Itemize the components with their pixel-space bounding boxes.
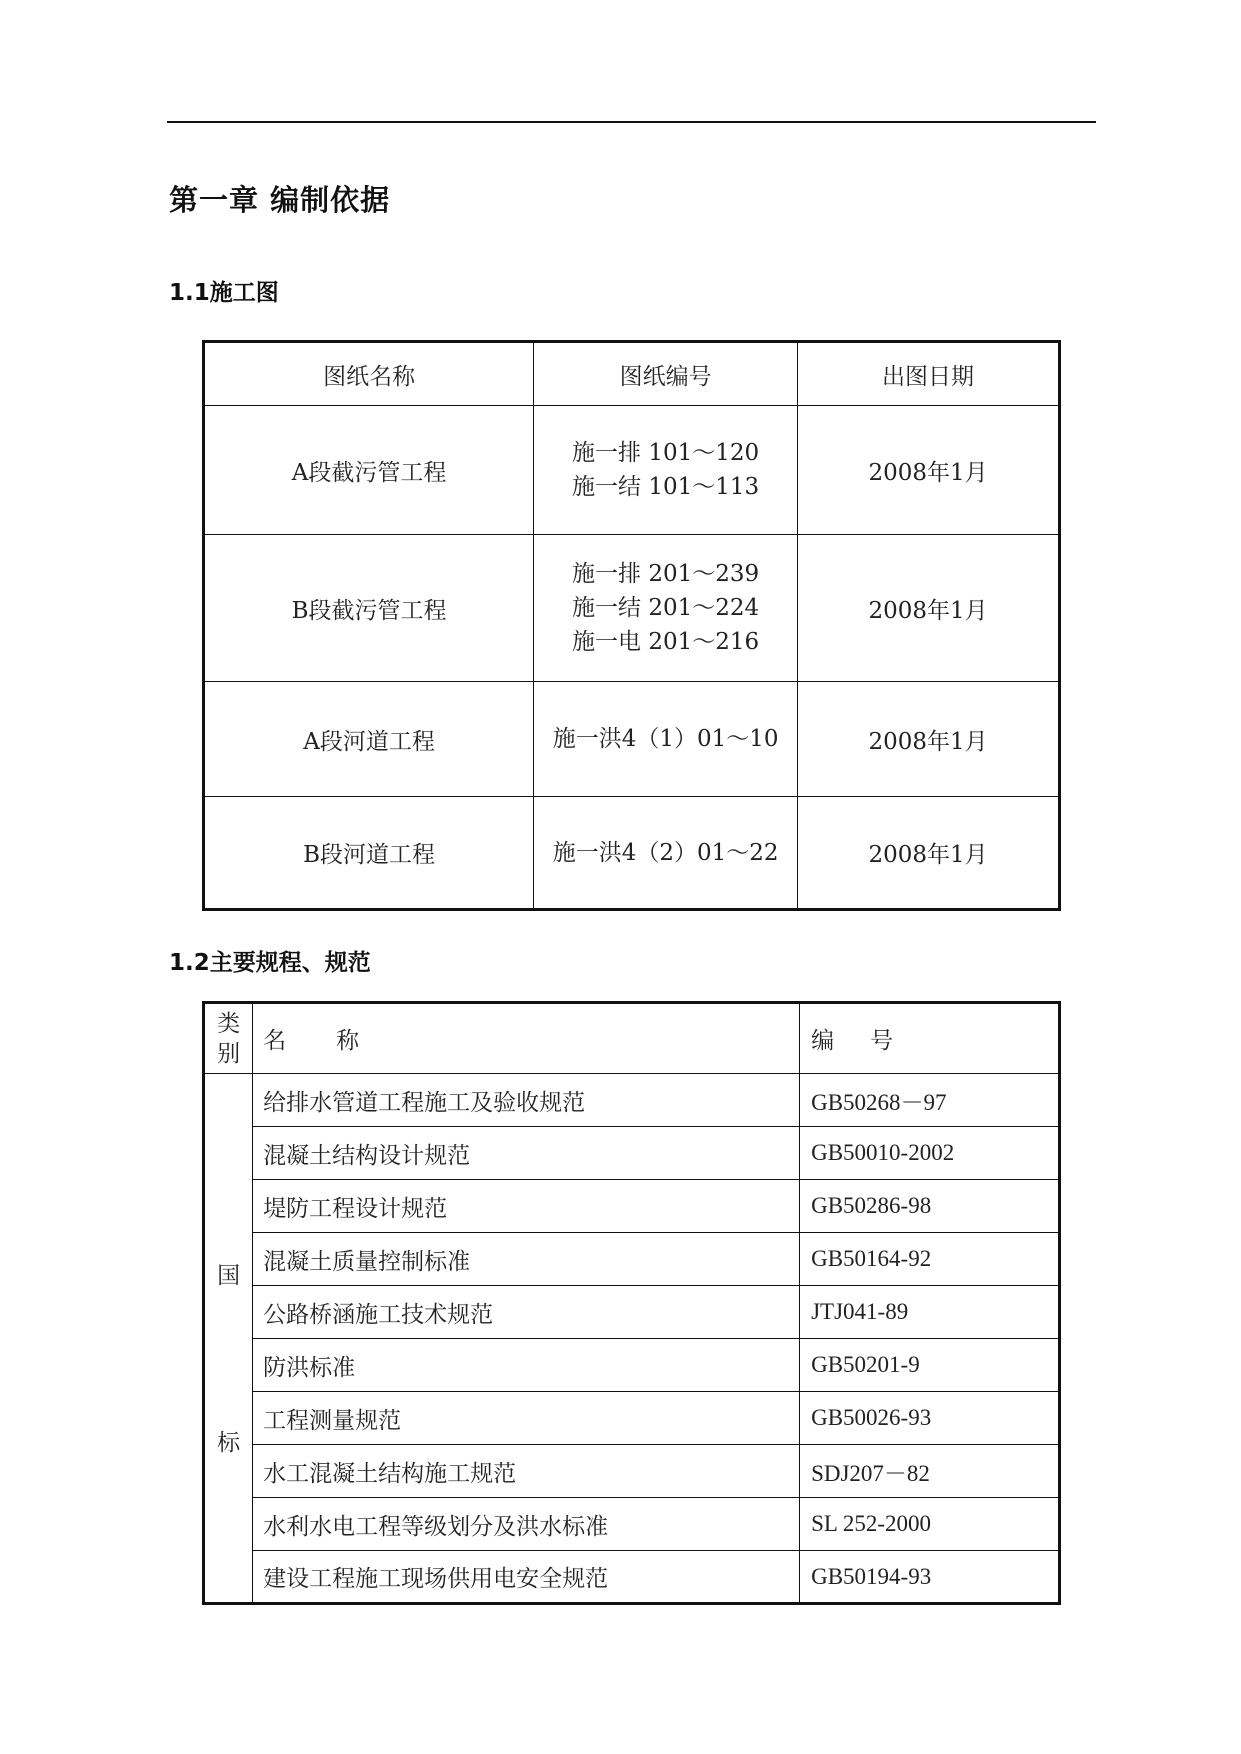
header-drawing-code: 图纸编号 [534,342,798,406]
header-code-char: 号 [870,1028,894,1054]
header-rule [167,121,1096,123]
category-char: 国 [217,1263,241,1289]
table-row [204,1392,1060,1445]
table-header-row [204,342,1060,406]
drawing-code: 施一电 201～216 [572,629,760,655]
drawing-codes [534,682,798,797]
standard-code: GB50164-92 [800,1233,1060,1286]
issue-date: 2008年1月 [798,682,1060,797]
table-row [204,1127,1060,1180]
drawing-name: A段河道工程 [204,682,534,797]
drawing-codes [534,406,798,535]
drawing-code: 施一洪4（2）01～22 [552,839,779,866]
standard-code: SDJ207－82 [800,1445,1060,1498]
standard-code: JTJ041-89 [800,1286,1060,1339]
standard-code: GB50026-93 [800,1392,1060,1445]
drawing-name: B段截污管工程 [204,535,534,682]
standard-code: GB50286-98 [800,1180,1060,1233]
table-row [204,682,1060,797]
issue-date: 2008年1月 [798,406,1060,535]
table-row [204,1445,1060,1498]
table-row [204,406,1060,535]
standard-name: 堤防工程设计规范 [253,1180,800,1233]
table-row [204,1551,1060,1604]
table-row [204,1233,1060,1286]
table-row [204,1180,1060,1233]
standard-name: 公路桥涵施工技术规范 [253,1286,800,1339]
table-row [204,1074,1060,1127]
header-category-line: 类 [217,1010,241,1037]
header-category-line: 别 [217,1040,241,1067]
table-header-row [204,1003,1060,1074]
drawing-code: 施一结 101～113 [572,474,760,500]
header-category [204,1003,253,1074]
drawing-code: 施一排 101～120 [572,440,760,466]
header-standard-name [253,1003,800,1074]
table-row [204,1286,1060,1339]
header-name-char: 称 [336,1028,360,1054]
header-drawing-name: 图纸名称 [204,342,534,406]
standard-name: 给排水管道工程施工及验收规范 [253,1074,800,1127]
standard-name: 防洪标准 [253,1339,800,1392]
drawing-code: 施一洪4（1）01～10 [552,726,779,752]
drawing-codes [534,535,798,682]
issue-date: 2008年1月 [798,535,1060,682]
standard-name: 工程测量规范 [253,1392,800,1445]
standard-name: 水工混凝土结构施工规范 [253,1445,800,1498]
header-issue-date: 出图日期 [798,342,1060,406]
drawings-table [202,340,1061,911]
standard-code: GB50201-9 [800,1339,1060,1392]
header-standard-code [800,1003,1060,1074]
standards-table [202,1001,1061,1605]
drawing-name: A段截污管工程 [204,406,534,535]
standard-name: 混凝土质量控制标准 [253,1233,800,1286]
standard-code: GB50268－97 [800,1074,1060,1127]
section-title-drawings: 1.1施工图 [169,280,279,306]
drawing-codes [534,797,798,910]
drawing-name: B段河道工程 [204,797,534,910]
drawing-code: 施一结 201～224 [572,595,760,621]
header-code-char: 编 [811,1028,835,1054]
standard-code: GB50194-93 [800,1551,1060,1604]
category-char: 标 [217,1430,241,1456]
standard-code: GB50010-2002 [800,1127,1060,1180]
category-national-standard [204,1074,253,1604]
standard-name: 混凝土结构设计规范 [253,1127,800,1180]
standard-name: 水利水电工程等级划分及洪水标准 [253,1498,800,1551]
drawing-code: 施一排 201～239 [572,561,760,587]
table-row [204,1498,1060,1551]
table-row [204,797,1060,910]
header-name-char: 名 [263,1028,287,1054]
section-title-standards: 1.2主要规程、规范 [169,950,371,976]
chapter-title: 第一章 编制依据 [169,183,391,217]
table-row [204,535,1060,682]
table-row [204,1339,1060,1392]
standard-name: 建设工程施工现场供用电安全规范 [253,1551,800,1604]
issue-date: 2008年1月 [798,797,1060,910]
standard-code: SL 252-2000 [800,1498,1060,1551]
